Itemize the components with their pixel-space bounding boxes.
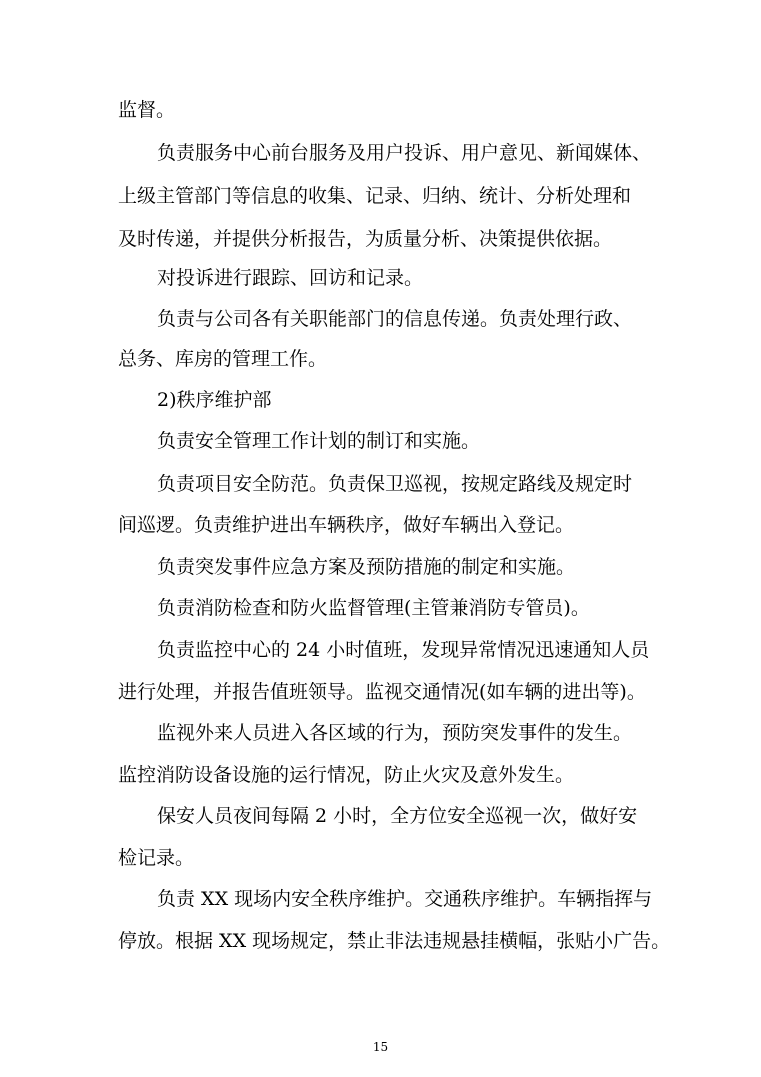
text-line: 负责消防检查和防火监督管理(主管兼消防专管员)。 [157, 597, 590, 619]
text-line: 间巡逻。负责维护进出车辆秩序，做好车辆出入登记。 [118, 514, 575, 536]
text-line: 检记录。 [118, 847, 195, 869]
text-line: 保安人员夜间每隔 2 小时，全方位安全巡视一次，做好安 [157, 805, 638, 827]
text-line: 监督。 [118, 99, 176, 121]
text-line: 监视外来人员进入各区域的行为，预防突发事件的发生。 [157, 722, 633, 744]
text-line: 及时传递，并提供分析报告，为质量分析、决策提供依据。 [118, 228, 613, 250]
text-line: 进行处理，并报告值班领导。监视交通情况(如车辆的进出等)。 [118, 681, 646, 703]
text-line: 监控消防设备设施的运行情况，防止火灾及意外发生。 [118, 764, 575, 786]
text-line: 负责突发事件应急方案及预防措施的制定和实施。 [157, 556, 576, 578]
page-number: 15 [372, 1040, 389, 1054]
text-line: 负责项目安全防范。负责保卫巡视，按规定路线及规定时 [157, 473, 633, 495]
text-line: 上级主管部门等信息的收集、记录、归纳、统计、分析处理和 [118, 185, 632, 207]
text-line: 总务、库房的管理工作。 [118, 348, 328, 370]
text-line: 负责 XX 现场内安全秩序维护。交通秩序维护。车辆指挥与 [157, 888, 653, 910]
text-line: 负责与公司各有关职能部门的信息传递。负责处理行政、 [157, 308, 633, 330]
text-line: 对投诉进行跟踪、回访和记录。 [157, 267, 424, 289]
text-line: 负责服务中心前台服务及用户投诉、用户意见、新闻媒体、 [157, 142, 652, 164]
text-line: 停放。根据 XX 现场规定，禁止非法违规悬挂横幅，张贴小广告。 [118, 930, 671, 952]
text-line: 负责监控中心的 24 小时值班，发现异常情况迅速通知人员 [157, 639, 650, 661]
text-line: 负责安全管理工作计划的制订和实施。 [157, 430, 481, 452]
section-heading: 2)秩序维护部 [157, 389, 272, 411]
